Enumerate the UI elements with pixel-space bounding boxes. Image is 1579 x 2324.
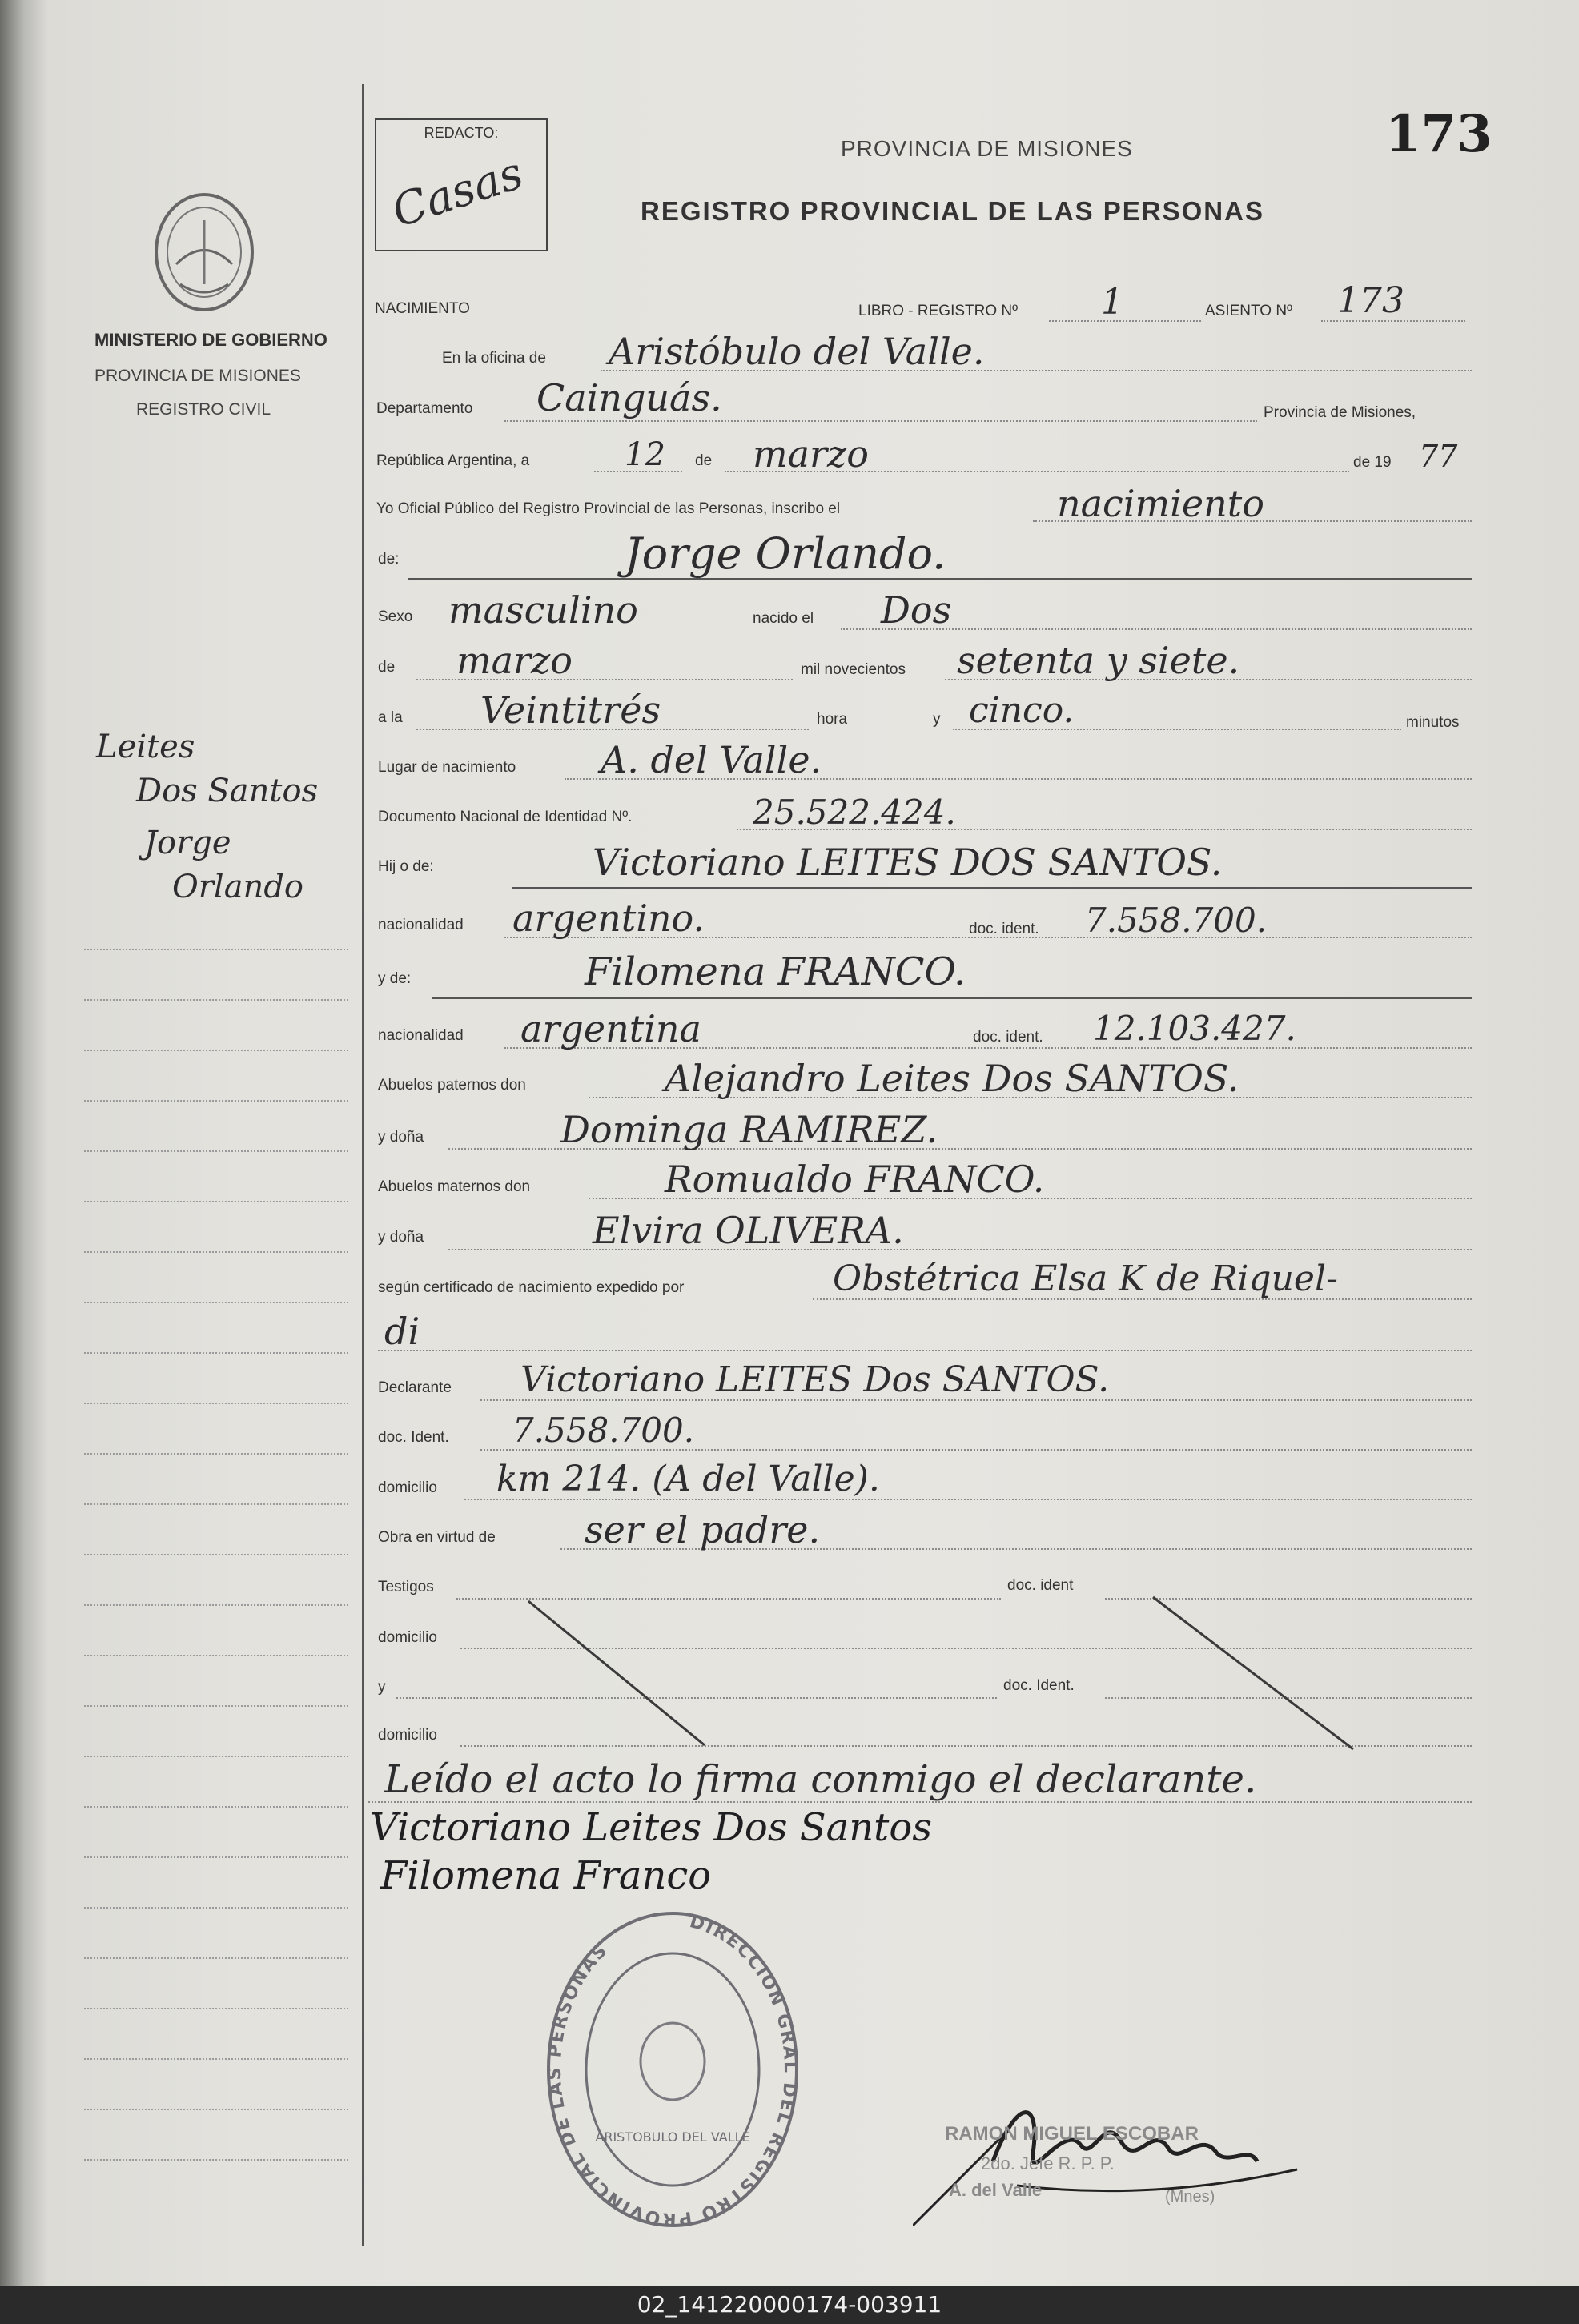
mil-label: mil novecientos	[801, 661, 906, 678]
firma-declarante: Victoriano Leites Dos Santos	[370, 1805, 932, 1850]
abuela-m-value: Elvira OLIVERA.	[593, 1209, 904, 1252]
certificado-label: según certificado de nacimiento expedido por	[378, 1279, 685, 1296]
republica-label: República Argentina, a	[376, 452, 530, 469]
hora-label: hora	[817, 711, 848, 728]
domicilio-value: km 214. (A del Valle).	[496, 1459, 880, 1499]
docident-t2-label: doc. Ident.	[1003, 1677, 1075, 1694]
docident-t-label: doc. ident	[1007, 1577, 1074, 1594]
de-mes-label: de	[378, 659, 396, 676]
leido-text: Leído el acto lo firma conmigo el declarante.	[384, 1757, 1257, 1802]
margin-note-line3: Jorge	[144, 825, 231, 861]
asiento-value: 173	[1337, 280, 1404, 321]
doc2-value: 12.103.427.	[1093, 1009, 1296, 1048]
official-province: (Mnes)	[1165, 2188, 1215, 2206]
hora-value: Veintitrés	[480, 688, 661, 732]
oficina-label: En la oficina de	[442, 350, 546, 367]
anio-value: 77	[1419, 439, 1458, 474]
oficial-label: Yo Oficial Público del Registro Provincial de las Personas, inscribo el	[376, 500, 841, 517]
nac2-value: argentina	[520, 1007, 701, 1050]
stamp-inner-text: ARISTOBULO DEL VALLE	[595, 2129, 750, 2145]
minutos-value: cinco.	[969, 690, 1075, 731]
obra-label: Obra en virtud de	[378, 1529, 496, 1546]
sexo-label: Sexo	[378, 608, 413, 625]
fecha-de-label: de	[695, 452, 713, 469]
leido-line	[368, 1801, 1472, 1803]
margin-note-line4: Orlando	[172, 869, 304, 905]
dia-value: 12	[625, 436, 665, 473]
oficial-value: nacimiento	[1057, 482, 1264, 525]
domicilio-t2-label: domicilio	[378, 1727, 437, 1744]
oficina-value: Aristóbulo del Valle.	[609, 330, 985, 373]
padre-value: Victoriano LEITES DOS SANTOS.	[593, 841, 1223, 884]
docid-value: 7.558.700.	[512, 1411, 695, 1450]
image-caption: 02_141220000174-003911	[0, 2286, 1579, 2324]
doc1-label: doc. ident.	[969, 921, 1039, 937]
firma-madre: Filomena Franco	[380, 1853, 712, 1898]
nombre-value: Jorge Orlando.	[625, 528, 946, 579]
page-number: 173	[1385, 104, 1493, 164]
nac1-value: argentino.	[512, 897, 705, 940]
departamento-label: Departamento	[376, 400, 473, 417]
docid-label: doc. Ident.	[378, 1429, 449, 1446]
nacido-value: Dos	[881, 588, 952, 632]
nac1-label: nacionalidad	[378, 917, 464, 933]
province-title: PROVINCIA DE MISIONES	[841, 136, 1133, 161]
libro-label: LIBRO - REGISTRO Nº	[858, 303, 1019, 319]
margin-note-line1: Leites	[96, 729, 195, 765]
domicilio-t1-label: domicilio	[378, 1629, 437, 1646]
y-label: y	[933, 711, 941, 728]
ministry-province: PROVINCIA DE MISIONES	[94, 367, 301, 385]
official-signature	[913, 2065, 1329, 2234]
margin-note-line2: Dos Santos	[136, 773, 319, 809]
lugar-label: Lugar de nacimiento	[378, 759, 516, 776]
redacto-label: REDACTO:	[424, 125, 499, 141]
ydona2-label: y doña	[378, 1229, 424, 1246]
mes-value: marzo	[753, 432, 869, 476]
sexo-value: masculino	[448, 588, 638, 632]
dni-label: Documento Nacional de Identidad Nº.	[378, 809, 633, 825]
domicilio-label: domicilio	[378, 1479, 437, 1496]
minutos-label: minutos	[1406, 714, 1460, 731]
ydona1-label: y doña	[378, 1129, 424, 1146]
libro-value: 1	[1101, 282, 1123, 323]
stamp-ring-text: DIRECCION GRAL DEL REGISTRO PROVINCIAL DE LAS PERSONAS	[544, 1912, 801, 2230]
anio-nac-value: setenta y siete.	[957, 639, 1240, 682]
redacto-signature: Casas	[386, 147, 530, 239]
provincia-label: Provincia de Misiones,	[1264, 404, 1416, 421]
ministry-title: MINISTERIO DE GOBIERNO	[94, 330, 327, 350]
official-place: A. del Valle	[949, 2180, 1043, 2200]
official-name: RAMON MIGUEL ESCOBAR	[945, 2123, 1199, 2145]
abuela-p-value: Dominga RAMIREZ.	[560, 1108, 938, 1151]
a-la-label: a la	[378, 709, 403, 726]
mes-nac-value: marzo	[456, 639, 573, 682]
official-title: 2do. Jefe R. P. P.	[981, 2153, 1115, 2173]
registry-title: REGISTRO PROVINCIAL DE LAS PERSONAS	[641, 196, 1264, 226]
lugar-value: A. del Valle.	[601, 738, 822, 781]
obra-value: ser el padre.	[585, 1508, 821, 1551]
hijo-label: Hij o de:	[378, 858, 434, 875]
abuelos-p-label: Abuelos paternos don	[378, 1077, 526, 1094]
nombre-label: de:	[378, 551, 400, 568]
abuelos-m-label: Abuelos maternos don	[378, 1178, 531, 1195]
registry-stamp	[536, 1901, 809, 2238]
ministry-civil: REGISTRO CIVIL	[136, 400, 271, 419]
testigos-label: Testigos	[378, 1579, 434, 1595]
abuelo-m-value: Romualdo FRANCO.	[665, 1158, 1045, 1201]
nac2-label: nacionalidad	[378, 1027, 464, 1044]
asiento-label: ASIENTO Nº	[1205, 303, 1292, 319]
dni-value: 25.522.424.	[753, 793, 956, 832]
doc2-label: doc. ident.	[973, 1029, 1043, 1046]
anio-label: de 19	[1353, 454, 1392, 471]
abuelo-p-value: Alejandro Leites Dos SANTOS.	[665, 1057, 1239, 1100]
certificado-cont: di	[384, 1310, 420, 1353]
certificado-value: Obstétrica Elsa K de Riquel-	[833, 1258, 1338, 1299]
yde-label: y de:	[378, 970, 412, 987]
doc1-value: 7.558.700.	[1085, 901, 1268, 940]
act-type-label: NACIMIENTO	[375, 300, 470, 317]
y-t-label: y	[378, 1679, 386, 1696]
declarante-label: Declarante	[378, 1379, 452, 1396]
departamento-value: Cainguás.	[536, 376, 722, 419]
madre-value: Filomena FRANCO.	[585, 949, 966, 994]
svg-text:DIRECCION GRAL DEL REGISTRO PR	[545, 1912, 800, 2229]
declarante-value: Victoriano LEITES Dos SANTOS.	[520, 1359, 1110, 1400]
nacido-label: nacido el	[753, 610, 814, 627]
